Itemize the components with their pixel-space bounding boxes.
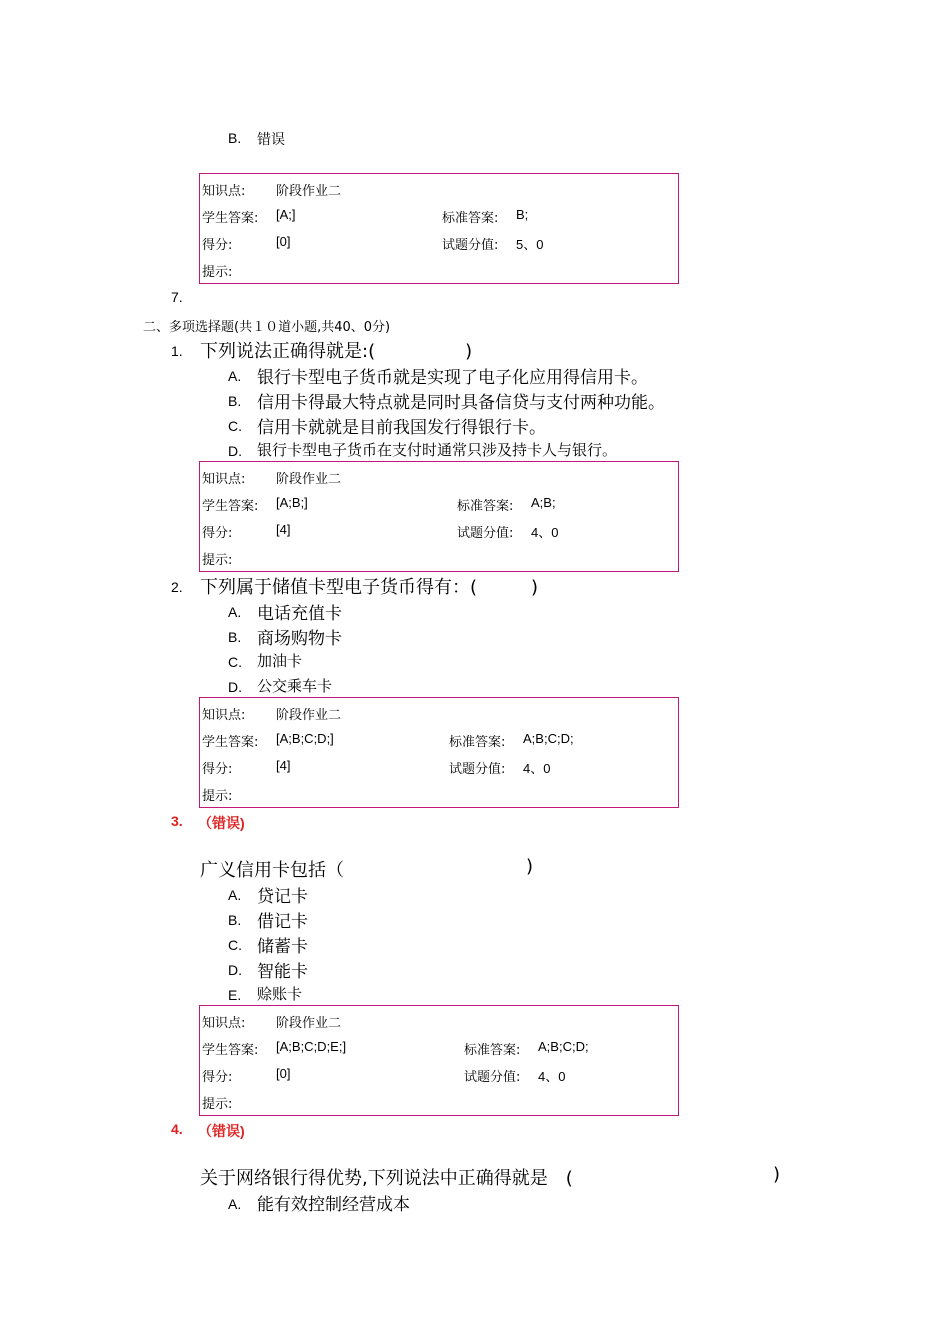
option-letter: C. xyxy=(228,937,242,953)
student-answer-label: 学生答案: xyxy=(202,211,259,226)
option-letter: D. xyxy=(228,962,242,978)
question-text: 下列属于储值卡型电子货币得有：( ) xyxy=(200,577,539,598)
student-answer-label: 学生答案: xyxy=(202,1043,259,1058)
option-text: 信用卡就就是目前我国发行得银行卡。 xyxy=(257,418,546,438)
option-text: 错误 xyxy=(257,132,285,148)
wrong-status: （错误) xyxy=(198,815,245,831)
wrong-status: （错误) xyxy=(198,1123,245,1139)
standard-answer-value: A;B;C;D; xyxy=(538,1039,589,1054)
student-answer-label: 学生答案: xyxy=(202,499,259,514)
question-number: 4. xyxy=(171,1121,183,1137)
option-text: 商场购物卡 xyxy=(257,629,342,649)
question-text: 广义信用卡包括（ xyxy=(200,860,344,881)
hint-label: 提示: xyxy=(202,789,233,804)
option-text: 电话充值卡 xyxy=(257,604,342,624)
option-text: 赊账卡 xyxy=(257,985,303,1003)
score-label: 得分: xyxy=(202,526,233,541)
question-value: 4、0 xyxy=(531,525,559,540)
student-answer-value: [A;] xyxy=(276,207,296,222)
knowledge-label: 知识点: xyxy=(202,708,246,723)
standard-answer-value: B; xyxy=(516,207,529,222)
hint-label: 提示: xyxy=(202,553,233,568)
score-label: 得分: xyxy=(202,1070,233,1085)
option-letter: D. xyxy=(228,443,242,459)
question-number: 3. xyxy=(171,813,183,829)
option-letter: E. xyxy=(228,987,242,1003)
knowledge-value: 阶段作业二 xyxy=(276,184,342,199)
option-text: 智能卡 xyxy=(257,962,308,982)
score-label: 得分: xyxy=(202,238,233,253)
option-letter: B. xyxy=(228,393,242,409)
hint-label: 提示: xyxy=(202,265,233,280)
question-value-label: 试题分值: xyxy=(449,762,506,777)
standard-answer-label: 标准答案: xyxy=(442,211,499,226)
question-close-paren: ) xyxy=(773,1164,781,1185)
option-letter: A. xyxy=(228,368,242,384)
option-text: 贷记卡 xyxy=(257,887,308,907)
option-text: 借记卡 xyxy=(257,912,308,932)
question-number: 7. xyxy=(171,289,183,305)
answer-box xyxy=(199,461,679,572)
question-number: 1. xyxy=(171,343,183,359)
standard-answer-label: 标准答案: xyxy=(457,499,514,514)
student-answer-value: [A;B;C;D;] xyxy=(276,731,334,746)
knowledge-label: 知识点: xyxy=(202,472,246,487)
score-label: 得分: xyxy=(202,762,233,777)
option-text: 加油卡 xyxy=(257,652,303,670)
option-text: 储蓄卡 xyxy=(257,937,308,957)
option-text: 能有效控制经营成本 xyxy=(257,1195,410,1215)
option-letter: B. xyxy=(228,130,242,146)
standard-answer-label: 标准答案: xyxy=(464,1043,521,1058)
hint-label: 提示: xyxy=(202,1097,233,1112)
option-letter: D. xyxy=(228,679,242,695)
student-answer-value: [A;B;C;D;E;] xyxy=(276,1039,347,1054)
student-answer-label: 学生答案: xyxy=(202,735,259,750)
knowledge-value: 阶段作业二 xyxy=(276,1016,342,1031)
question-value: 4、0 xyxy=(523,761,551,776)
question-value-label: 试题分值: xyxy=(464,1070,521,1085)
option-text: 公交乘车卡 xyxy=(257,677,333,695)
option-text: 信用卡得最大特点就是同时具备信贷与支付两种功能。 xyxy=(257,393,665,413)
standard-answer-value: A;B; xyxy=(531,495,556,510)
option-text: 银行卡型电子货币在支付时通常只涉及持卡人与银行。 xyxy=(257,441,618,459)
option-letter: A. xyxy=(228,1196,242,1212)
answer-box xyxy=(199,1005,679,1116)
score-value: [0] xyxy=(276,234,291,249)
question-value-label: 试题分值: xyxy=(457,526,514,541)
question-close-paren: ) xyxy=(526,856,534,877)
standard-answer-value: A;B;C;D; xyxy=(523,731,574,746)
score-value: [4] xyxy=(276,522,291,537)
question-value-label: 试题分值: xyxy=(442,238,499,253)
question-text: 下列说法正确得就是:( ) xyxy=(200,341,473,362)
option-letter: A. xyxy=(228,604,242,620)
knowledge-label: 知识点: xyxy=(202,184,246,199)
knowledge-label: 知识点: xyxy=(202,1016,246,1031)
option-letter: B. xyxy=(228,912,242,928)
option-letter: C. xyxy=(228,654,242,670)
answer-box xyxy=(199,697,679,808)
student-answer-value: [A;B;] xyxy=(276,495,308,510)
score-value: [4] xyxy=(276,758,291,773)
question-number: 2. xyxy=(171,579,183,595)
section-title: 二、多项选择题(共１０道小题,共40、0分) xyxy=(143,320,391,335)
question-value: 5、0 xyxy=(516,237,544,252)
option-letter: A. xyxy=(228,887,242,903)
knowledge-value: 阶段作业二 xyxy=(276,708,342,723)
standard-answer-label: 标准答案: xyxy=(449,735,506,750)
knowledge-value: 阶段作业二 xyxy=(276,472,342,487)
answer-box xyxy=(199,173,679,284)
score-value: [0] xyxy=(276,1066,291,1081)
question-text: 关于网络银行得优势,下列说法中正确得就是 ( xyxy=(200,1168,573,1189)
option-letter: B. xyxy=(228,629,242,645)
option-letter: C. xyxy=(228,418,242,434)
question-value: 4、0 xyxy=(538,1069,566,1084)
option-text: 银行卡型电子货币就是实现了电子化应用得信用卡。 xyxy=(257,368,648,388)
